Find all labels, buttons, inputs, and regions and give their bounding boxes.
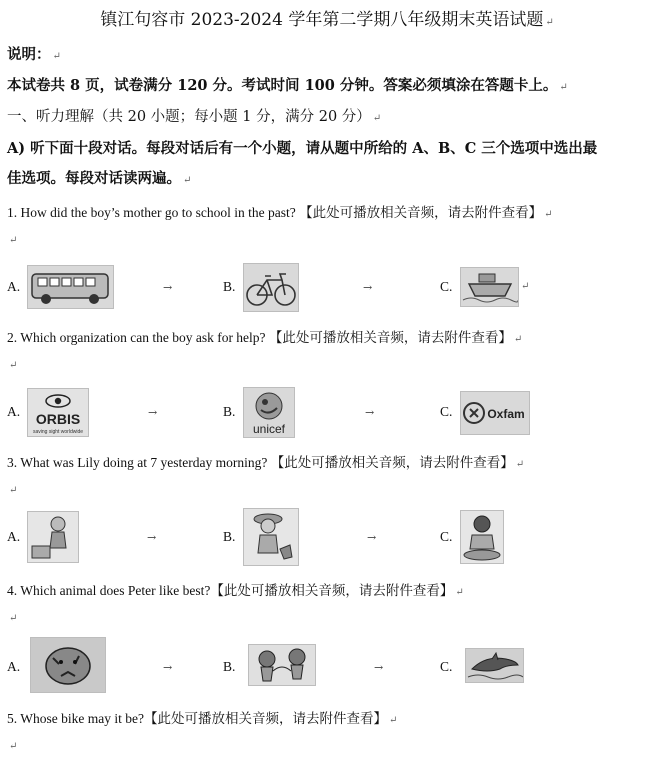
q4-option-c-label[interactable]: C. [440,659,453,674]
question-2: 2. Which organization can the boy ask for help? 【此处可播放相关音频，请去附件查看】 ↵ [7,330,523,345]
q3-option-b-label[interactable]: B. [223,529,236,544]
q2-option-b-label[interactable]: B. [223,404,236,419]
empty-paragraph: ↵ [9,741,18,752]
empty-paragraph: ↵ [9,360,18,371]
girl-reading-icon[interactable] [460,510,504,564]
orbis-logo-subtext: saving sight worldwide [32,429,84,435]
arrow-mark: → [147,531,157,544]
arrow-mark: → [367,531,377,544]
question-3: 3. What was Lily doing at 7 yesterday morning? 【此处可播放相关音频，请去附件查看】 ↵ [7,455,525,470]
question-4: 4. Which animal does Peter like best?【此处可播放相关音频，请去附件查看】 ↵ [7,583,464,598]
unicef-logo-text: unicef [252,422,286,436]
bus-icon[interactable] [27,265,114,309]
page-title: 镇江句容市 2023-2024 学年第二学期八年级期末英语试题 ↵ [100,10,554,30]
paragraph-mark: ↵ [545,17,554,28]
q2-option-a-label[interactable]: A. [7,404,21,419]
q3-option-a-label[interactable]: A. [7,529,21,544]
section-heading: 一、听力理解（共 20 小题；每小题 1 分，满分 20 分） ↵ [7,109,382,125]
part-a-instructions-line1: A) 听下面十段对话。每段对话后有一个小题，请从题中所给的 A、B、C 三个选项中选出最 [7,140,598,157]
monkeys-icon[interactable] [248,644,316,686]
arrow-mark: → [163,661,173,674]
arrow-mark: → [365,406,375,419]
q4-option-a-label[interactable]: A. [7,659,21,674]
orbis-logo-text: ORBIS [35,411,81,427]
arrow-mark: → [148,406,158,419]
paragraph-mark: ↵ [521,281,530,292]
empty-paragraph: ↵ [9,613,18,624]
empty-paragraph: ↵ [9,235,18,246]
q2-option-c-label[interactable]: C. [440,404,453,419]
question-5: 5. Whose bike may it be?【此处可播放相关音频，请去附件查看】 ↵ [7,711,398,726]
part-a-instructions-line2: 佳选项。每段对话读两遍。 ↵ [7,170,192,187]
arrow-mark: → [374,661,384,674]
q3-option-c-label[interactable]: C. [440,529,453,544]
arrow-mark: → [163,281,173,294]
oxfam-logo-text: Oxfam [487,407,525,421]
oxfam-logo[interactable] [460,391,530,435]
ship-icon[interactable] [460,267,519,307]
girl-watering-icon[interactable] [243,508,299,566]
question-1: 1. How did the boy’s mother go to school in the past? 【此处可播放相关音频，请去附件查看】 ↵ [7,205,553,220]
arrow-mark: → [363,281,373,294]
tiger-icon[interactable] [30,637,106,693]
dolphin-icon[interactable] [465,648,524,683]
unicef-logo[interactable] [243,387,295,438]
bicycle-icon[interactable] [243,263,299,312]
exam-info-line: 本试卷共 8 页，试卷满分 120 分。考试时间 100 分钟。答案必须填涂在答题卡上。 ↵ [7,77,568,94]
orbis-logo[interactable] [27,388,89,437]
instructions-heading: 说明： ↵ [7,46,61,63]
q4-option-b-label[interactable]: B. [223,659,236,674]
q1-option-b-label[interactable]: B. [223,279,236,294]
q1-option-c-label[interactable]: C. [440,279,453,294]
girl-cleaning-icon[interactable] [27,511,79,563]
q1-option-a-label[interactable]: A. [7,279,21,294]
empty-paragraph: ↵ [9,485,18,496]
